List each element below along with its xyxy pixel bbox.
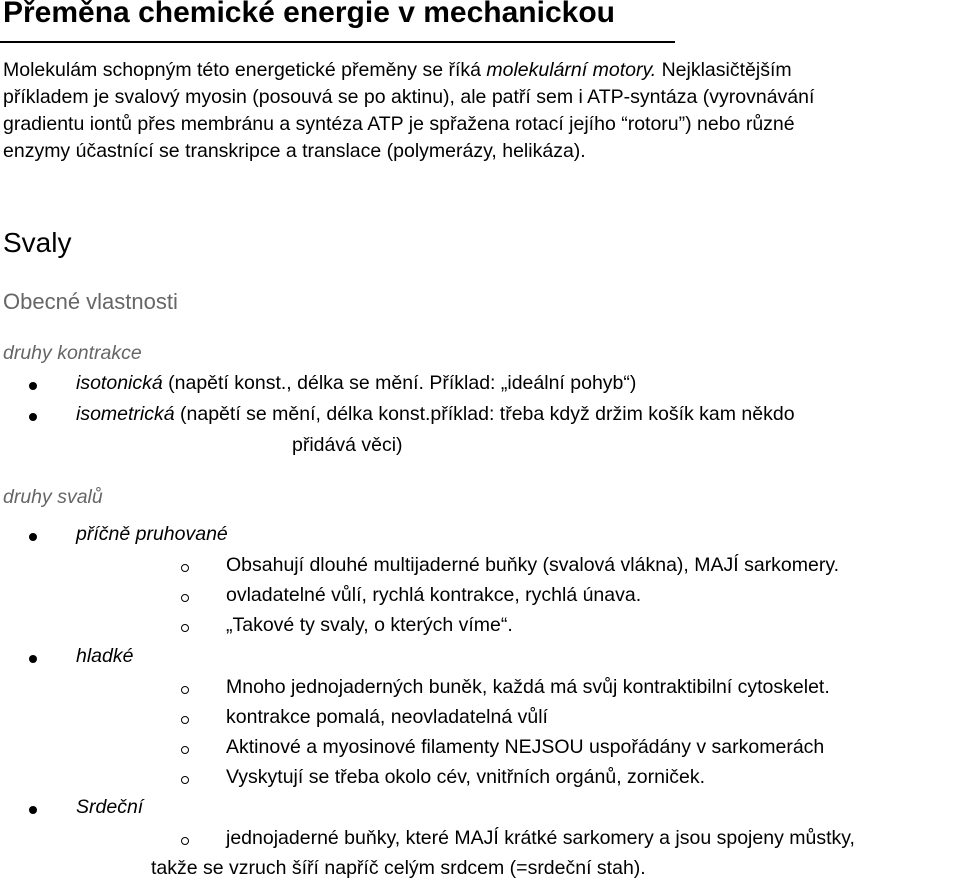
list-item (76, 372, 636, 395)
list-item: kontrakce pomalá, neovladatelná vůlí (226, 706, 548, 728)
heading-contraction-types: druhy kontrakce (3, 342, 142, 364)
term-isometric: isometrická (76, 403, 175, 425)
list-item: jednojaderné buňky, které MAJÍ krátké sarkomery a jsou spojeny můstky, (226, 827, 855, 849)
bullet-icon (29, 533, 37, 541)
item-text: (napětí se mění, délka konst.příklad: třeba když držim košík kam někdo (174, 403, 795, 425)
title-underline (0, 41, 675, 43)
muscle-type-name: příčně pruhované (76, 523, 228, 545)
muscle-type-name: Srdeční (76, 796, 144, 818)
sub-bullet-icon (181, 746, 189, 754)
muscle-type-cardiac (76, 796, 143, 819)
sub-bullet-icon (181, 837, 189, 845)
muscle-type-name: hladké (76, 645, 134, 667)
list-item: Aktinové a myosinové filamenty NEJSOU uspořádány v sarkomerách (226, 736, 825, 758)
subheading-general: Obecné vlastnosti (3, 289, 178, 314)
list-item: ovladatelné vůlí, rychlá kontrakce, rychlá únava. (226, 584, 642, 606)
page-title: Přeměna chemické energie v mechanickou (3, 0, 615, 29)
intro-line-3: gradientu iontů přes membránu a syntéza ATP je spřažena rotací jejího “rotoru”) nebo různé (3, 113, 795, 135)
intro-line-4: enzymy účastnící se transkripce a translace (polymerázy, helikáza). (3, 140, 586, 162)
sub-bullet-icon (181, 686, 189, 694)
item-text: (napětí konst., délka se mění. Příklad: „ideální pohyb“) (162, 372, 637, 394)
item-continuation: takže se vzruch šíří napříč celým srdcem (=srdeční stah). (151, 857, 646, 879)
sub-bullet-icon (181, 564, 189, 572)
list-item: Obsahují dlouhé multijaderné buňky (svalová vlákna), MAJÍ sarkomery. (226, 554, 840, 576)
sub-bullet-icon (181, 716, 189, 724)
bullet-icon (29, 655, 37, 663)
intro-line-1 (3, 57, 792, 85)
bullet-icon (29, 413, 37, 421)
list-item (76, 403, 795, 426)
muscle-type-striated (76, 523, 228, 546)
item-continuation: přidává věci) (292, 434, 403, 456)
heading-muscle-types: druhy svalů (3, 486, 103, 508)
term-isotonic: isotonická (76, 372, 163, 394)
bullet-icon (29, 806, 37, 814)
sub-bullet-icon (181, 594, 189, 602)
intro-text: Molekulám schopným této energetické přeměny se říká (3, 59, 487, 81)
muscle-type-smooth (76, 645, 133, 668)
list-item: Vyskytují se třeba okolo cév, vnitřních orgánů, zorniček. (226, 766, 706, 788)
section-heading-svaly: Svaly (3, 227, 72, 258)
intro-line-2: příkladem je svalový myosin (posouvá se po aktinu), ale patří sem i ATP-syntáza (vyrovnávání (3, 86, 815, 108)
sub-bullet-icon (181, 776, 189, 784)
intro-text: Nejklasičtějším (656, 59, 792, 81)
sub-bullet-icon (181, 624, 189, 632)
intro-emphasis: molekulární motory. (486, 59, 657, 81)
list-item: Mnoho jednojaderných buněk, každá má svůj kontraktibilní cytoskelet. (226, 676, 830, 698)
list-item: „Takové ty svaly, o kterých víme“. (226, 614, 513, 636)
bullet-icon (29, 382, 37, 390)
